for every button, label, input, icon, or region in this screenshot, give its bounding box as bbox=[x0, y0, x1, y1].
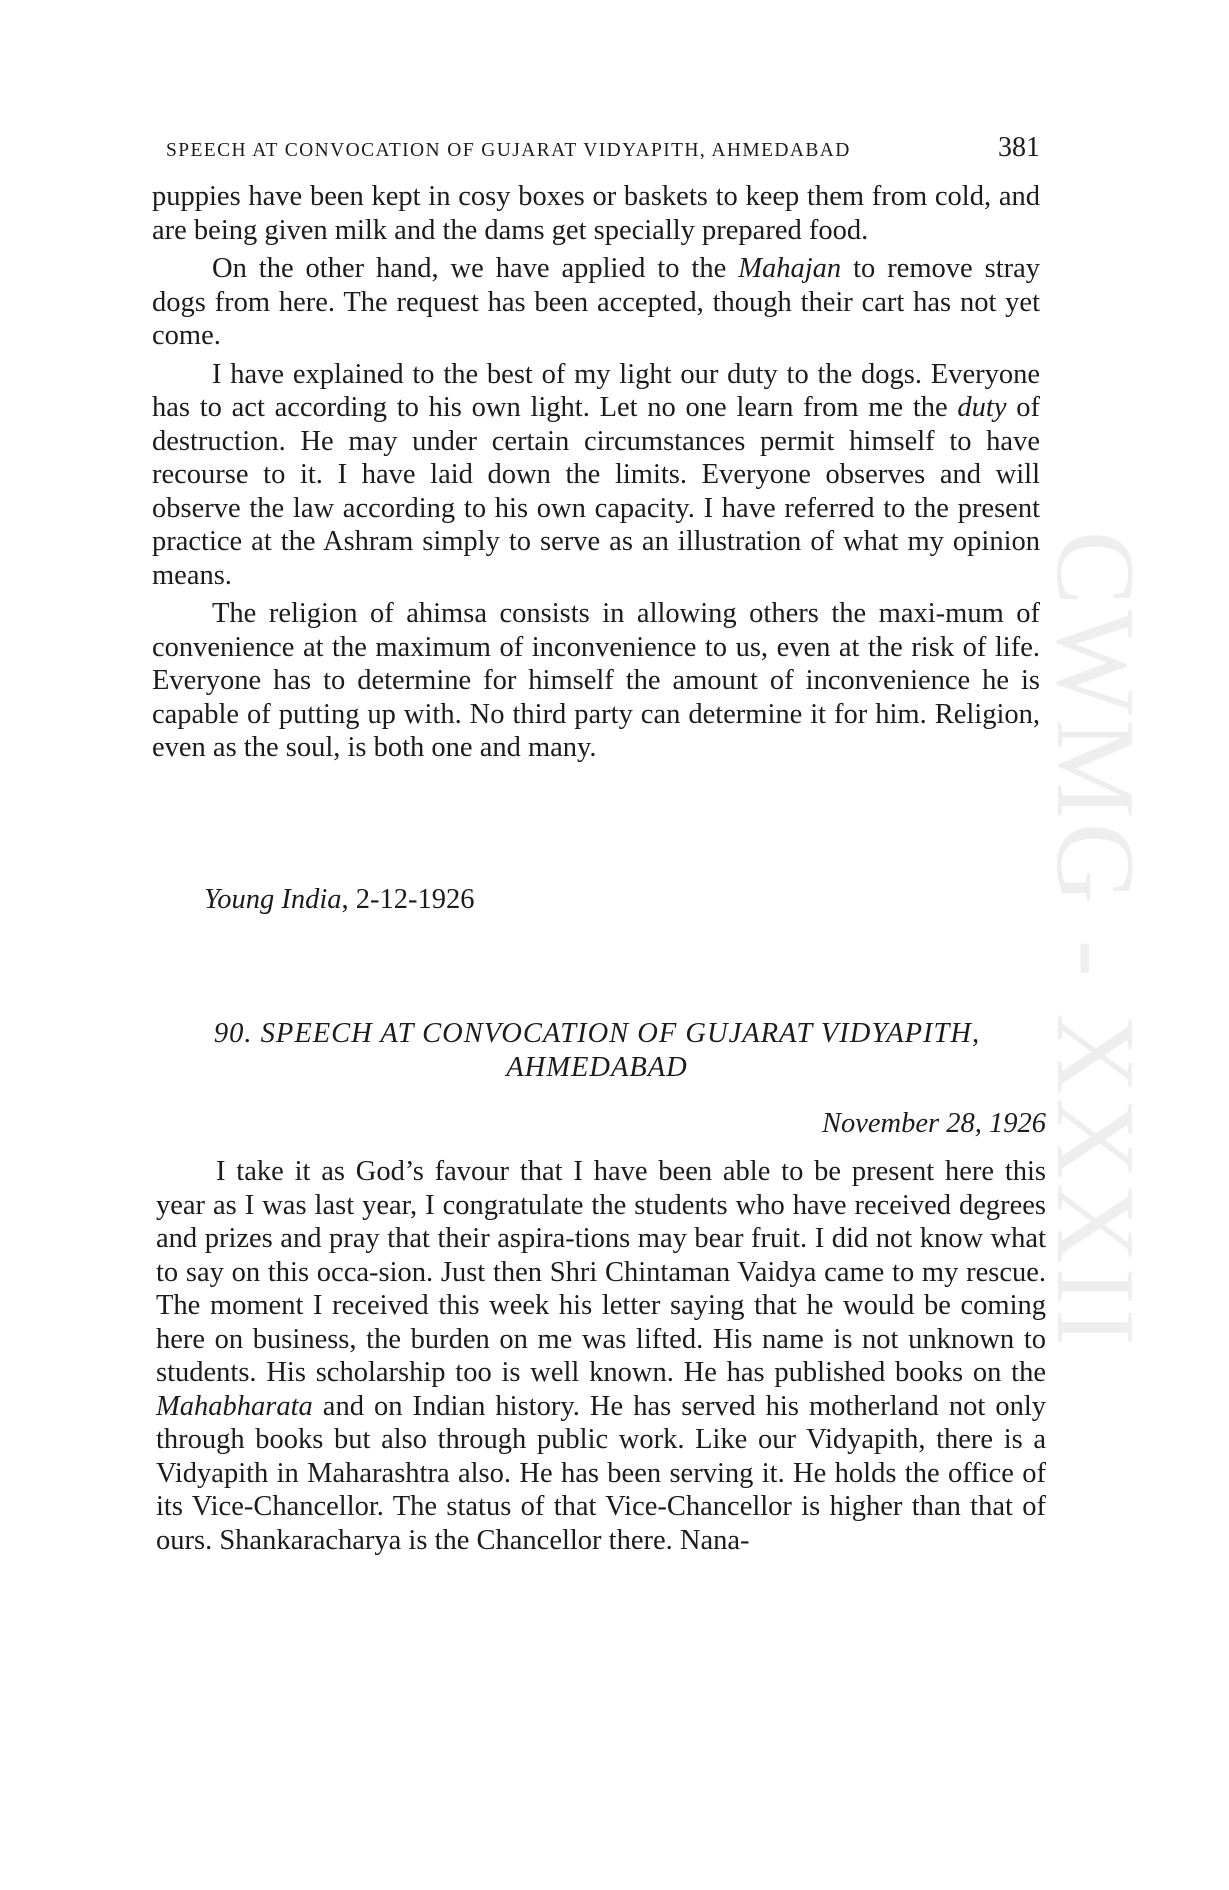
text-run: puppies have been kept in cosy boxes or baskets to keep them from cold, and are being given milk and the dams get specially prepared food. bbox=[152, 181, 1040, 246]
running-head bbox=[166, 132, 1040, 164]
section-heading bbox=[152, 1017, 1042, 1085]
speech-date: November 28, 1926 bbox=[821, 1108, 1046, 1139]
source-date: , 2-12-1926 bbox=[341, 884, 475, 915]
section-heading-line2: AHMEDABAD bbox=[506, 1052, 688, 1083]
paragraph bbox=[156, 1155, 1046, 1557]
text-run: and on Indian history. He has served his motherland not only through books but also through public work. Like our Vidyapith, there is a Vidyapith in Maharashtra also. He has been serving it. He holds the office of its Vice-Chancellor. The status of that Vice-Chancellor is higher than that of ours. Shankaracharya is the Chancellor there. Nana- bbox=[156, 1390, 1046, 1556]
page-number: 381 bbox=[998, 132, 1040, 163]
section-a-body bbox=[152, 180, 1040, 770]
source-publication: Young India bbox=[204, 884, 342, 915]
section-heading-line1: 90. SPEECH AT CONVOCATION OF GUJARAT VIDYAPITH, bbox=[213, 1018, 981, 1049]
paragraph bbox=[152, 597, 1040, 765]
text-run: On the other hand, we have applied to the bbox=[212, 253, 739, 284]
italic-term: Mahajan bbox=[738, 253, 842, 284]
watermark-text: CWMG - XXXII bbox=[1033, 530, 1158, 1350]
text-run: to remove stray dogs from here. The request has been accepted, though their cart has not yet come. bbox=[152, 253, 1041, 351]
section-b-body bbox=[156, 1155, 1046, 1562]
italic-term: Mahabharata bbox=[156, 1390, 313, 1422]
italic-term: duty bbox=[957, 392, 1007, 423]
running-head-title: SPEECH AT CONVOCATION OF GUJARAT VIDYAPITH, AHMEDABAD bbox=[166, 140, 851, 161]
paragraph bbox=[152, 180, 1040, 247]
text-run: of destruction. He may under certain circumstances permit himself to have recourse to it. I have laid down the limits. Everyone observes and will observe the law according to his own capacity. I have referred to the present practice at the Ashram simply to serve as an illustration of what my opinion means. bbox=[152, 392, 1040, 591]
source-citation bbox=[204, 884, 475, 916]
text-run: I have explained to the best of my light our duty to the dogs. Everyone has to act according to his own light. Let no one learn from me the bbox=[152, 358, 1040, 423]
paragraph bbox=[152, 252, 1040, 353]
text-run: I take it as God’s favour that I have been able to be present here this year as I was last year, I congratulate the students who have received degrees and prizes and pray that their aspira-tions may bear fruit. I did not know what to say on this occa-sion. Just then Shri Chintaman Vaidya came to my rescue. The moment I received this week his letter saying that he would be coming here on business, the burden on me was lifted. His name is not unknown to students. His scholarship too is well known. He has published books on the bbox=[156, 1156, 1046, 1388]
text-run: The religion of ahimsa consists in allowing others the maxi-mum of convenience at the maximum of inconvenience to us, even at the risk of life. Everyone has to determine for himself the amount of inconvenience he is capable of putting up with. No third party can determine it for him. Religion, even as the soul, is both one and many. bbox=[152, 598, 1040, 763]
paragraph bbox=[152, 358, 1040, 593]
